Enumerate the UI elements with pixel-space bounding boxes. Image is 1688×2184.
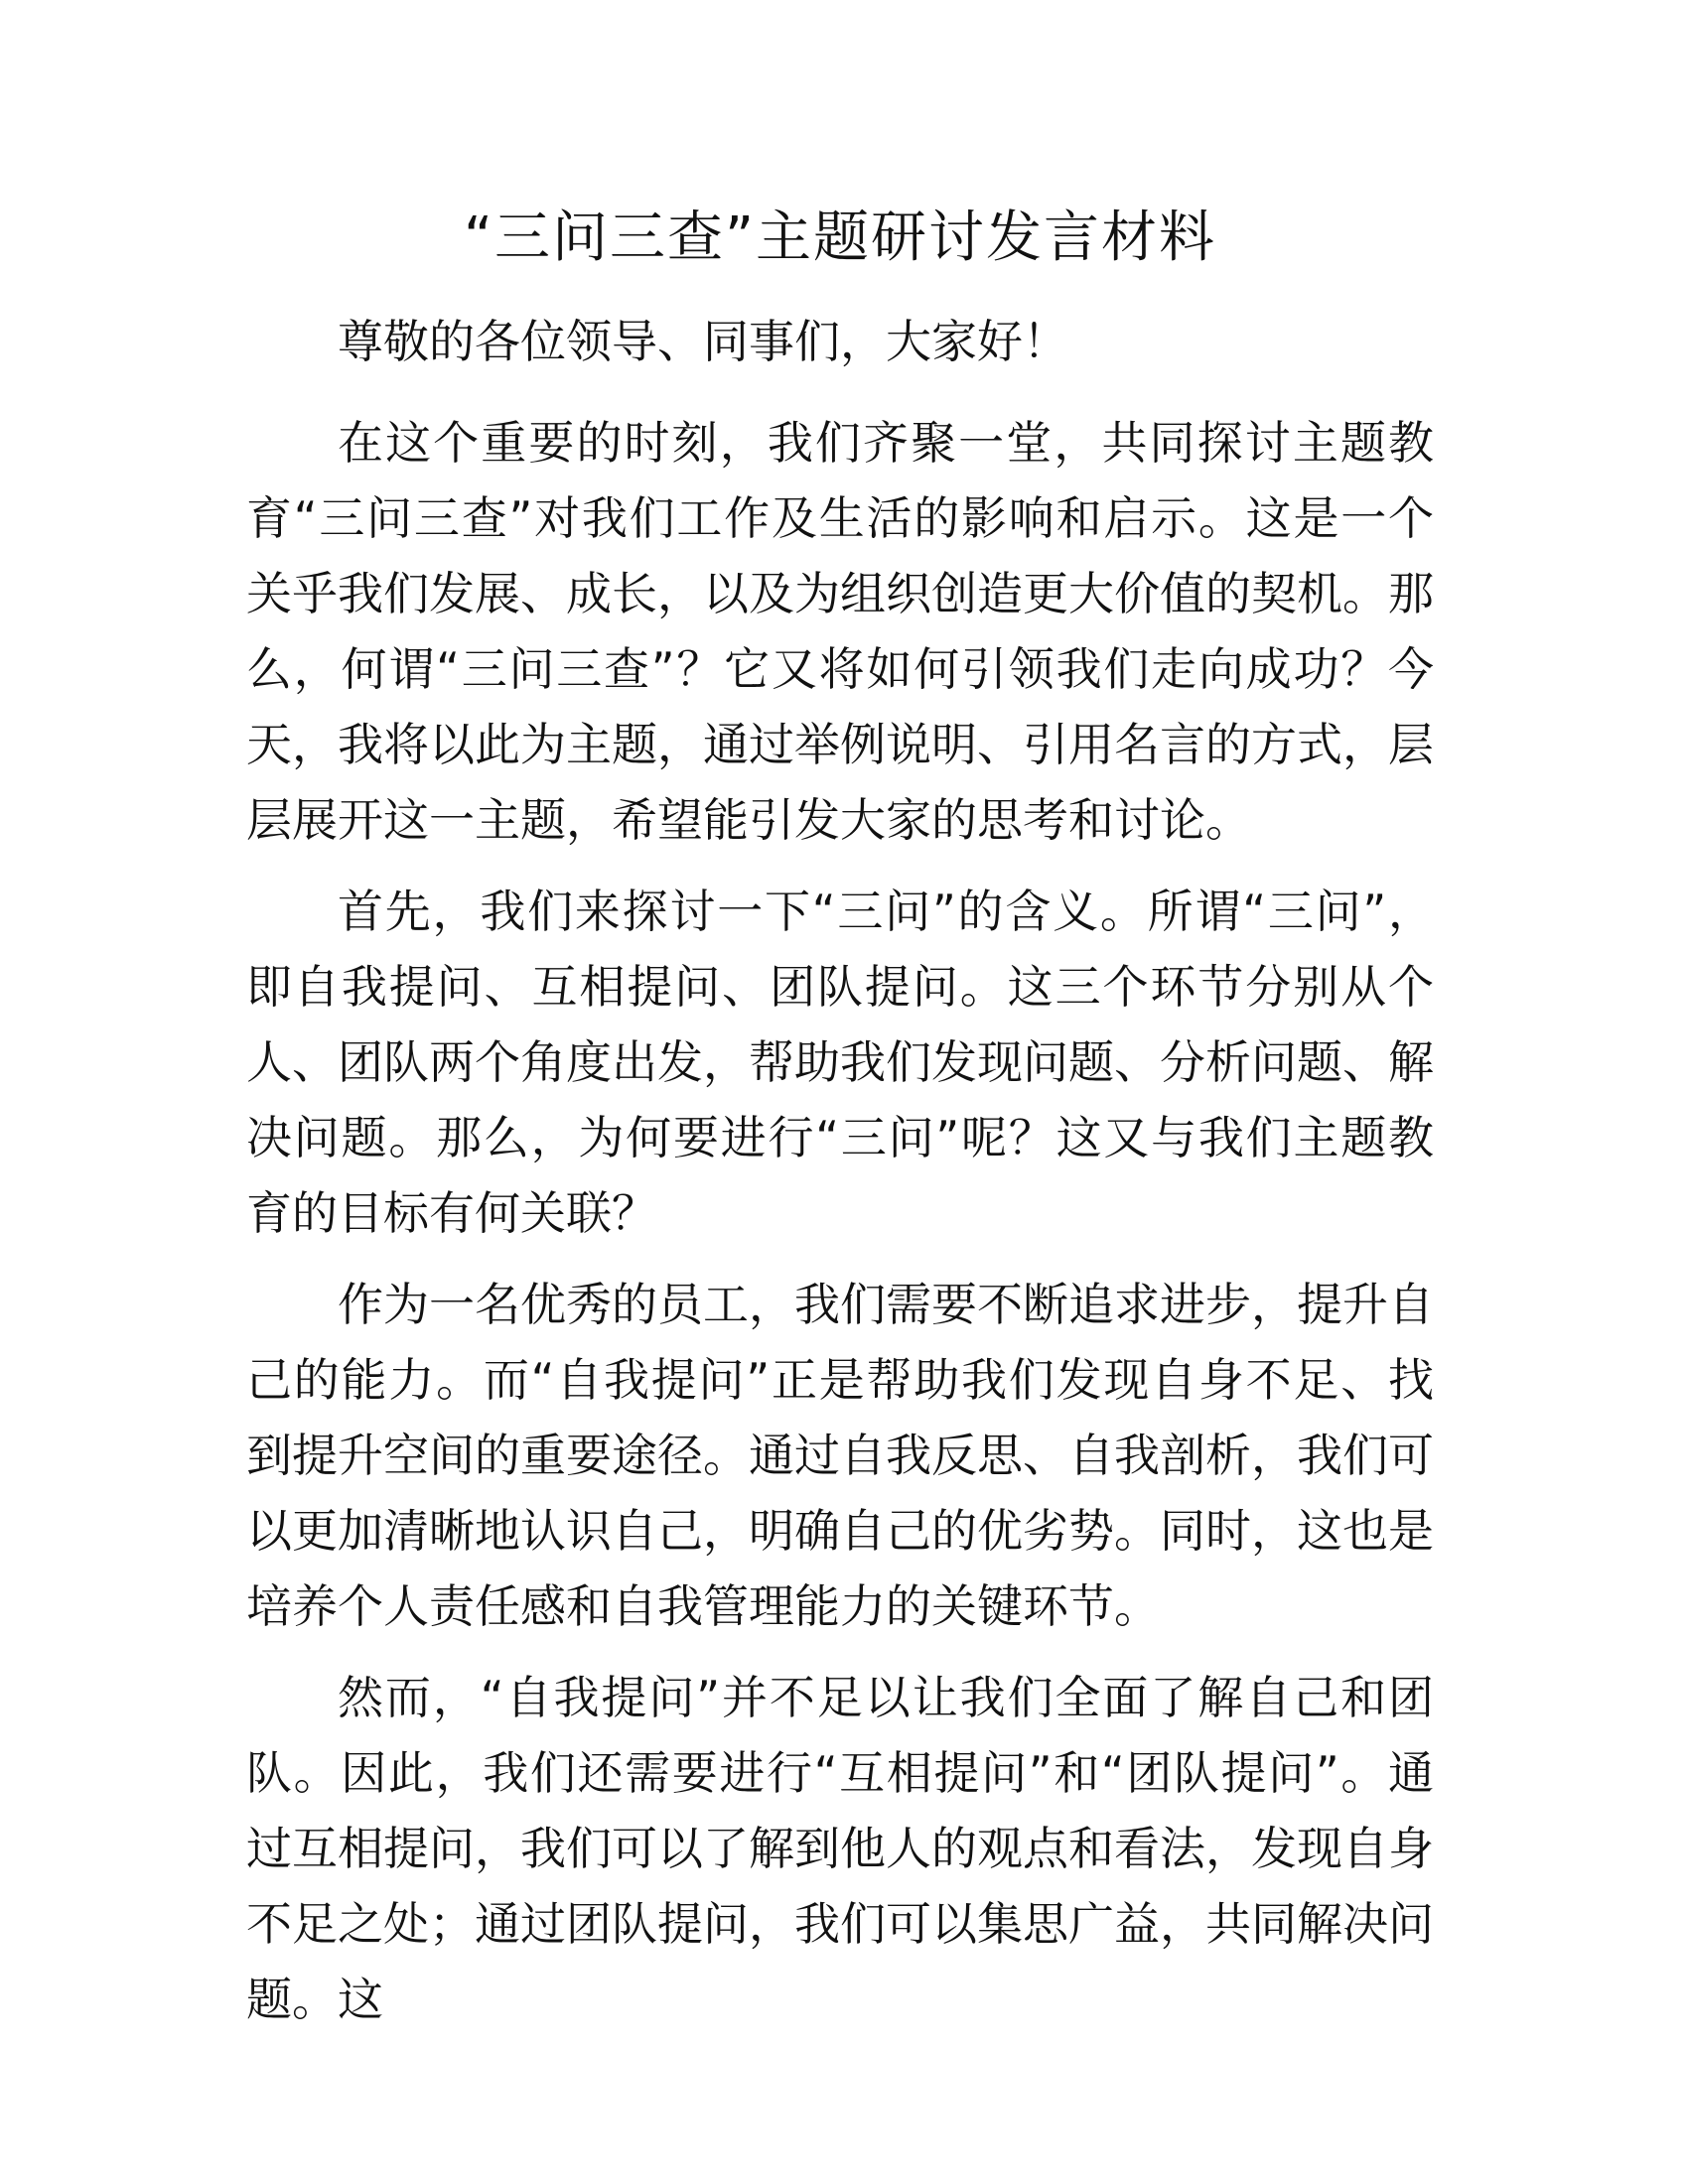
paragraph-self-questioning: 作为一名优秀的员工，我们需要不断追求进步，提升自己的能力。而“自我提问”正是帮助我们发现自身不足、找到提升空间的重要途径。通过自我反思、自我剖析，我们可以更加清晰地认识自己，明确自己的优劣势。同时，这也是培养个人责任感和自我管理能力的关键环节。 <box>246 1278 1434 1633</box>
paragraph-greeting: 尊敬的各位领导、同事们，大家好！ <box>338 315 1068 368</box>
document-body <box>246 199 1434 2053</box>
paragraph-mutual-team-questioning: 然而，“自我提问”并不足以让我们全面了解自己和团队。因此，我们还需要进行“互相提问”和“团队提问”。通过互相提问，我们可以了解到他人的观点和看法，发现自身不足之处；通过团队提问，我们可以集思广益，共同解决问题。这 <box>246 1671 1434 2026</box>
document-title: “三问三查”主题研讨发言材料 <box>463 205 1217 270</box>
paragraph-three-questions-meaning: 首先，我们来探讨一下“三问”的含义。所谓“三问”，即自我提问、互相提问、团队提问。这三个环节分别从个人、团队两个角度出发，帮助我们发现问题、分析问题、解决问题。那么，为何要进行“三问”呢？这又与我们主题教育的目标有何关联？ <box>246 885 1434 1240</box>
paragraph-introduction: 在这个重要的时刻，我们齐聚一堂，共同探讨主题教育“三问三查”对我们工作及生活的影响和启示。这是一个关乎我们发展、成长，以及为组织创造更大价值的契机。那么，何谓“三问三查”？它又将如何引领我们走向成功？今天，我将以此为主题，通过举例说明、引用名言的方式，层层展开这一主题，希望能引发大家的思考和讨论。 <box>246 416 1434 847</box>
